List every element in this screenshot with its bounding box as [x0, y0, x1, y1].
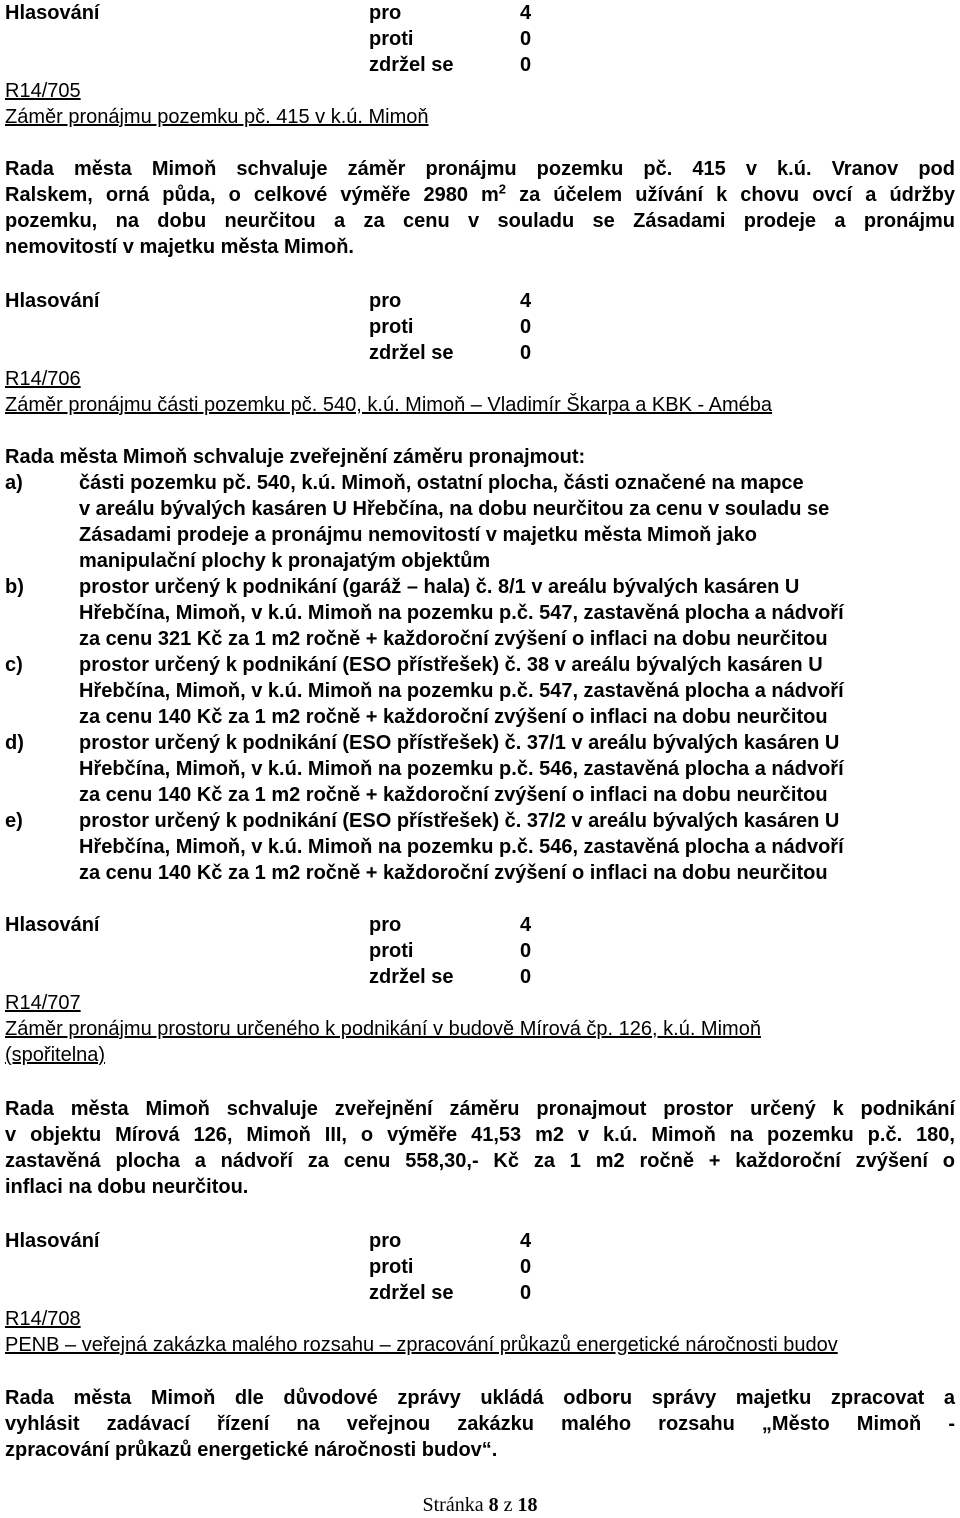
resolution-title: PENB – veřejná zakázka malého rozsahu – zpracování průkazů energetické náročnosti budov — [5, 1334, 838, 1356]
vote-zdrzel-label: zdržel se — [369, 966, 454, 988]
vote-pro-label: pro — [369, 914, 402, 936]
resolution-text: Rada města Mimoň dle důvodové zprávy ukládá odboru správy majetku zpracovat a vyhlásit zadávací řízení na veřejnou zakázku malého rozsahu „Město Mimoň - zpracování průkazů energetické náročnosti budov“. — [5, 1387, 955, 1461]
vote-pro-label: pro — [369, 290, 402, 312]
resolution-code: R14/707 — [5, 992, 81, 1014]
resolution-title: Záměr pronájmu pozemku pč. 415 v k.ú. Mimoň — [5, 106, 429, 128]
vote-proti-count: 0 — [520, 1256, 532, 1278]
resolution-text: Rada města Mimoň schvaluje záměr pronájmu pozemku pč. 415 v k.ú. Vranov pod Ralskem, orná půda, o celkové výměře 2980 $m^2$ za účelem užívání k chovu ovcí a údržby pozemku, na dobu neurčitou a za cenu v souladu se Zásadami prodeje a pronájmu nemovitostí v majetku města Mimoň. — [5, 158, 955, 258]
vote-proti-label: proti — [369, 28, 414, 50]
vote-proti-count: 0 — [520, 940, 532, 962]
vote-proti-label: proti — [369, 1256, 414, 1278]
vote-title: Hlasování — [5, 914, 100, 936]
vote-proti-label: proti — [369, 940, 414, 962]
resolution-title-cont: (spořitelna) — [5, 1044, 106, 1066]
vote-pro-count: 4 — [520, 1230, 532, 1252]
vote-pro-label: pro — [369, 1230, 402, 1252]
vote-proti-count: 0 — [520, 28, 532, 50]
resolution-title: Záměr pronájmu prostoru určeného k podnikání v budově Mírová čp. 126, k.ú. Mimoň — [5, 1018, 761, 1040]
vote-proti-label: proti — [369, 316, 414, 338]
vote-pro-count: 4 — [520, 2, 532, 24]
resolution-code: R14/705 — [5, 80, 81, 102]
page-footer: Stránka 8 z 18 — [422, 1494, 538, 1516]
vote-pro-count: 4 — [520, 914, 532, 936]
vote-zdrzel-count: 0 — [520, 1282, 532, 1304]
page-total: 18 — [517, 1494, 538, 1516]
vote-zdrzel-label: zdržel se — [369, 1282, 454, 1304]
vote-zdrzel-count: 0 — [520, 342, 532, 364]
resolution-text: Rada města Mimoň schvaluje zveřejnění záměru pronajmout prostor určený k podnikání v objektu Mírová 126, Mimoň III, o výměře 41,53 m2 v k.ú. Mimoň na pozemku p.č. 180, zastavěná plocha a nádvoří za cenu 558,30,- Kč za 1 m2 ročně + každoroční zvýšení o inflaci na dobu neurčitou. — [5, 1098, 955, 1198]
resolution-code: R14/708 — [5, 1308, 81, 1330]
vote-pro-label: pro — [369, 2, 402, 24]
resolution-code: R14/706 — [5, 368, 81, 390]
vote-zdrzel-label: zdržel se — [369, 342, 454, 364]
vote-title: Hlasování — [5, 290, 100, 312]
vote-zdrzel-count: 0 — [520, 54, 532, 76]
resolution-intro: Rada města Mimoň schvaluje zveřejnění záměru pronajmout: — [5, 446, 586, 468]
vote-pro-count: 4 — [520, 290, 532, 312]
vote-proti-count: 0 — [520, 316, 532, 338]
resolution-title: Záměr pronájmu části pozemku pč. 540, k.ú. Mimoň – Vladimír Škarpa a KBK - Améba — [5, 394, 772, 416]
vote-zdrzel-label: zdržel se — [369, 54, 454, 76]
page-number: 8 — [488, 1494, 499, 1516]
vote-zdrzel-count: 0 — [520, 966, 532, 988]
vote-title: Hlasování — [5, 2, 100, 24]
vote-title: Hlasování — [5, 1230, 100, 1252]
